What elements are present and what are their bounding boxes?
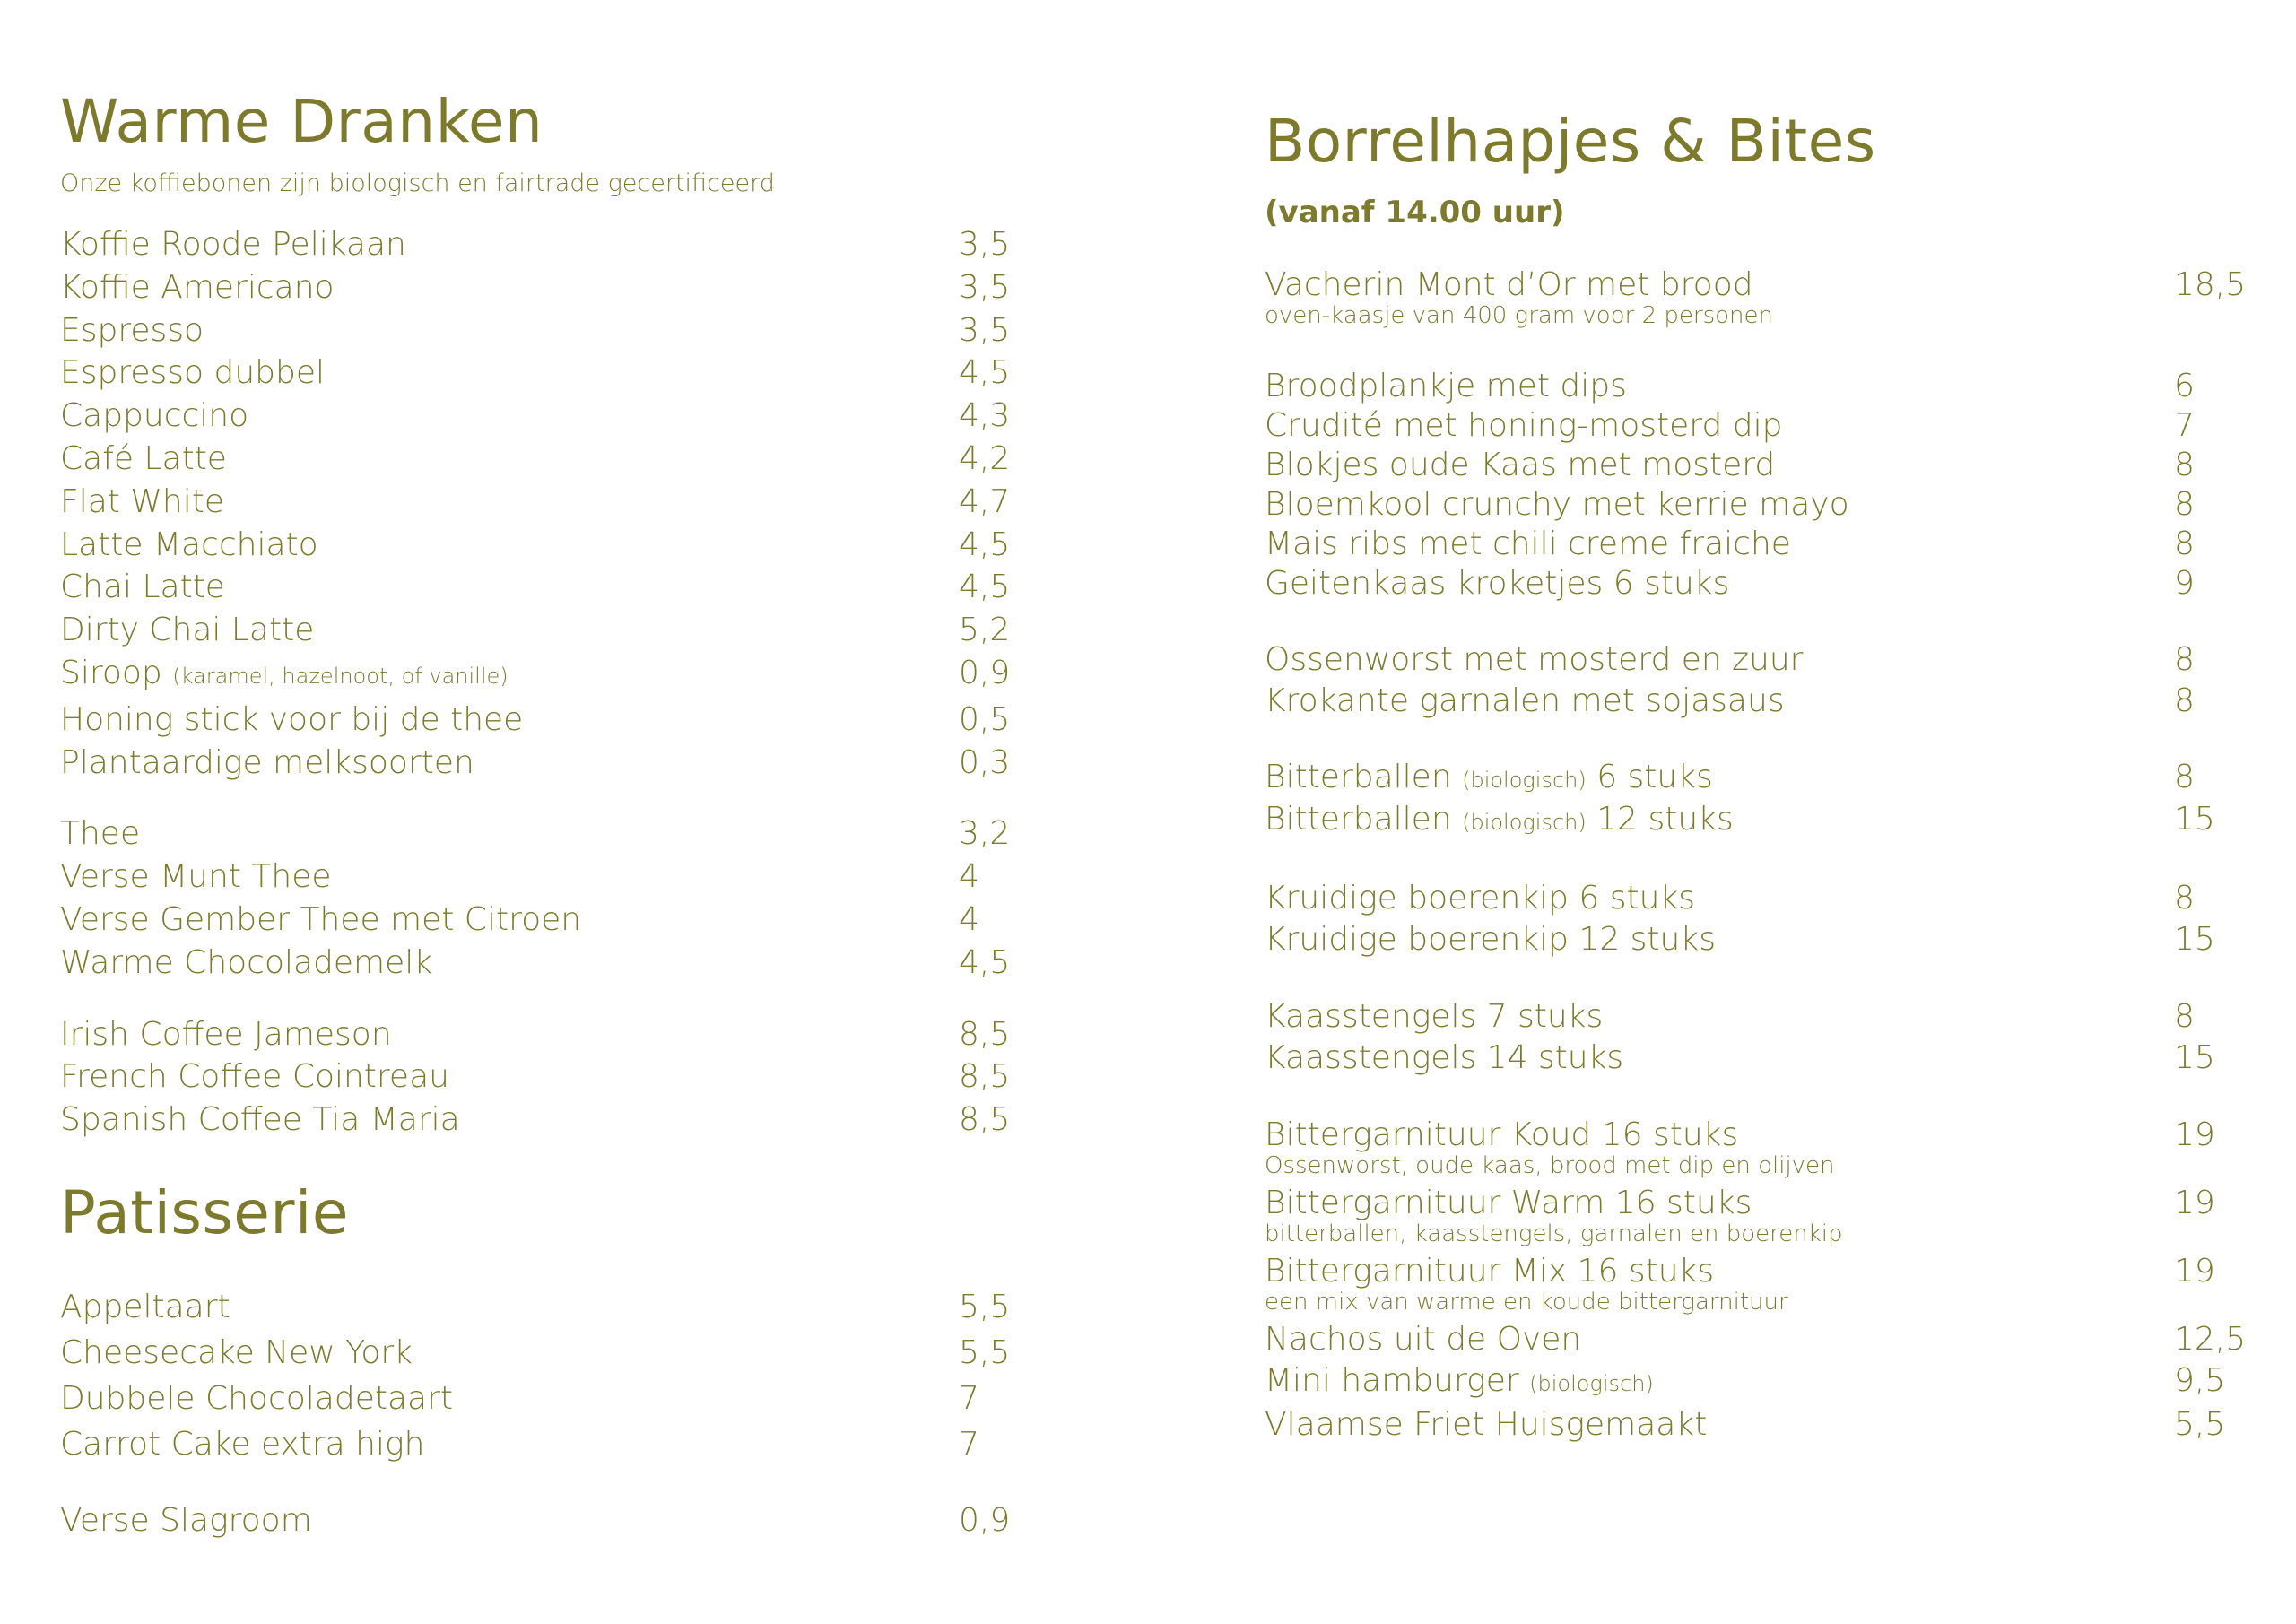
menu-item	[1265, 406, 2233, 446]
warme-dranken-heading: Warme Dranken	[60, 87, 544, 156]
menu-item-price: 8	[2174, 525, 2195, 563]
menu-list	[1265, 639, 2233, 722]
menu-item-name: Geitenkaas kroketjes 6 stuks	[1265, 565, 1730, 603]
menu-item	[1265, 367, 2233, 406]
menu-item-note: (biologisch)	[1529, 1371, 1654, 1397]
menu-item-price: 7	[959, 1379, 979, 1417]
menu-item-name: Bitterballen	[1265, 759, 1452, 796]
menu-list	[1265, 1115, 2247, 1446]
menu-list	[60, 1013, 1011, 1142]
menu-item-price: 8	[2174, 759, 2195, 796]
menu-list	[60, 1498, 1011, 1543]
menu-item-price: 12,5	[2174, 1321, 2247, 1359]
menu-item-description: Ossenworst, oude kaas, brood met dip en olijven	[1265, 1152, 1835, 1180]
menu-item	[1265, 525, 2233, 564]
menu-item-price: 5,5	[2174, 1406, 2226, 1444]
menu-item-name-wrap	[1265, 800, 2174, 842]
menu-item	[60, 352, 1011, 395]
menu-item	[60, 481, 1011, 524]
menu-item	[1265, 1404, 2233, 1446]
menu-item	[60, 1099, 1011, 1142]
menu-item	[60, 1330, 1011, 1376]
menu-item-name-wrap	[1265, 1360, 2174, 1404]
menu-list	[1265, 265, 2247, 331]
menu-item	[60, 524, 1011, 567]
menu-item-name-wrap	[60, 395, 959, 438]
menu-item-price: 4,5	[959, 354, 1011, 392]
menu-item-price: 8	[2174, 682, 2195, 720]
menu-item-note: (biologisch)	[1462, 768, 1587, 794]
menu-item-name-wrap	[60, 652, 959, 699]
menu-item-name: Mini hamburger	[1265, 1362, 1519, 1400]
menu-item-name-wrap	[60, 742, 959, 785]
menu-item-price: 3,2	[959, 815, 1011, 853]
menu-item	[60, 1013, 1011, 1056]
menu-item-price: 4,5	[959, 525, 1011, 563]
menu-item-name: Koffie Roode Pelikaan	[60, 225, 406, 263]
menu-item-price: 8,5	[959, 1015, 1011, 1053]
menu-item-name: Irish Coffee Jameson	[60, 1015, 392, 1053]
menu-item-price: 0,9	[959, 654, 1011, 691]
menu-item	[1265, 878, 2233, 919]
menu-item	[60, 942, 1011, 985]
menu-item-price: 7	[959, 1425, 979, 1463]
menu-item-price: 4	[959, 858, 979, 896]
menu-list	[1265, 878, 2233, 960]
menu-item	[1265, 919, 2233, 960]
right-column	[1265, 107, 2247, 1446]
menu-item-name-wrap	[60, 566, 959, 609]
menu-item-name-wrap	[60, 1376, 959, 1421]
menu-item-price: 5,2	[959, 612, 1011, 649]
menu-item-name: Thee	[60, 815, 141, 853]
menu-item	[60, 855, 1011, 899]
menu-item	[1265, 1038, 2233, 1079]
menu-item-name-wrap	[60, 438, 959, 481]
menu-item-name: Honing stick voor bij de thee	[60, 700, 524, 738]
menu-item-name: Warme Chocolademelk	[60, 943, 433, 981]
menu-item	[60, 1421, 1011, 1467]
menu-item-name: Espresso	[60, 311, 204, 349]
menu-item-name-wrap	[60, 1284, 959, 1330]
menu-item-price: 8	[2174, 641, 2195, 679]
menu-item-name: Krokante garnalen met sojasaus	[1265, 682, 1785, 720]
menu-item	[1265, 1360, 2233, 1404]
menu-item-name-wrap	[1265, 758, 2174, 800]
menu-item-name: Dirty Chai Latte	[60, 612, 315, 649]
menu-item-name-wrap	[60, 1099, 959, 1142]
menu-item-price: 4,3	[959, 397, 1011, 435]
menu-item-suffix: 6 stuks	[1596, 759, 1713, 796]
menu-list	[60, 1284, 1011, 1467]
menu-item	[60, 699, 1011, 742]
menu-item-name: Latte Macchiato	[60, 525, 318, 563]
menu-item	[60, 812, 1011, 855]
menu-item	[1265, 1319, 2247, 1360]
menu-item-name-wrap	[60, 899, 959, 942]
menu-item-name: Verse Slagroom	[60, 1501, 312, 1539]
menu-item	[60, 438, 1011, 481]
menu-item-name: Bittergarnituur Koud 16 stuks	[1265, 1116, 1739, 1154]
menu-item-price: 19	[2174, 1253, 2215, 1290]
menu-item-name-wrap	[1265, 919, 2174, 960]
menu-item-name-wrap	[60, 266, 959, 309]
menu-item-name-wrap	[60, 1421, 959, 1467]
menu-item-name: Cappuccino	[60, 397, 249, 435]
menu-item	[60, 899, 1011, 942]
menu-item-price: 15	[2174, 1039, 2215, 1077]
menu-item-price: 15	[2174, 921, 2215, 959]
menu-item-name-wrap	[1265, 1404, 2174, 1446]
menu-item-price: 18,5	[2174, 266, 2247, 304]
menu-item-name-wrap	[1265, 878, 2174, 919]
menu-item-name: Kaasstengels 7 stuks	[1265, 998, 1604, 1036]
menu-item-price: 9,5	[2174, 1362, 2226, 1400]
menu-item	[60, 652, 1011, 699]
menu-item-name: Plantaardige melksoorten	[60, 743, 474, 781]
menu-item-price: 0,5	[959, 700, 1011, 738]
menu-item	[60, 1376, 1011, 1421]
menu-item-name: Broodplankje met dips	[1265, 368, 1627, 405]
menu-item-name-wrap	[60, 1055, 959, 1099]
menu-item-price: 4,7	[959, 482, 1011, 520]
menu-item-name: Appeltaart	[60, 1288, 230, 1325]
menu-item	[1265, 564, 2233, 604]
menu-item	[60, 566, 1011, 609]
menu-item-price: 8	[2174, 998, 2195, 1036]
menu-item-name-wrap	[60, 524, 959, 567]
menu-item-name-wrap	[1265, 446, 2174, 485]
menu-item-name: Kruidige boerenkip 12 stuks	[1265, 921, 1716, 959]
menu-item-name: Crudité met honing-mosterd dip	[1265, 407, 1783, 445]
menu-item	[1265, 681, 2233, 722]
menu-item-name-wrap	[1265, 564, 2174, 604]
menu-item-name-wrap	[60, 223, 959, 266]
menu-item-name: Kaasstengels 14 stuks	[1265, 1039, 1624, 1077]
menu-item-name: Flat White	[60, 482, 225, 520]
menu-item-price: 0,3	[959, 743, 1011, 781]
menu-item-name-wrap	[60, 1013, 959, 1056]
menu-item	[60, 223, 1011, 266]
menu-item-name-wrap	[1265, 367, 2174, 406]
warme-dranken-subtitle: Onze koffiebonen zijn biologisch en fairtrade gecertificeerd	[60, 169, 775, 197]
menu-item-name-wrap	[60, 812, 959, 855]
menu-item-price: 8	[2174, 880, 2195, 917]
menu-item	[1265, 800, 2233, 842]
menu-list	[60, 223, 1011, 784]
menu-item-name-wrap	[60, 1498, 959, 1543]
patisserie-heading: Patisserie	[60, 1177, 349, 1247]
menu-item-name: Dubbele Chocoladetaart	[60, 1379, 453, 1417]
menu-list	[1265, 367, 2233, 604]
menu-item-price: 4,5	[959, 943, 1011, 981]
menu-item-price: 19	[2174, 1185, 2215, 1222]
menu-item-name: Chai Latte	[60, 569, 225, 606]
menu-item-name: Nachos uit de Oven	[1265, 1321, 1582, 1359]
menu-item-name-wrap	[60, 855, 959, 899]
menu-item-price: 9	[2174, 565, 2195, 603]
menu-item-name-wrap	[60, 352, 959, 395]
left-column	[60, 87, 1011, 1543]
menu-item-name: Kruidige boerenkip 6 stuks	[1265, 880, 1696, 917]
menu-item-name: Bittergarnituur Mix 16 stuks	[1265, 1253, 1715, 1290]
menu-item-name-wrap	[1265, 1038, 2174, 1079]
menu-item-price: 4	[959, 900, 979, 938]
menu-item-price: 6	[2174, 368, 2195, 405]
menu-item-name: Cheesecake New York	[60, 1333, 413, 1371]
menu-item-name-wrap	[1265, 525, 2174, 564]
menu-item-price: 19	[2174, 1116, 2215, 1154]
menu-item-price: 8,5	[959, 1058, 1011, 1096]
menu-item-price: 8	[2174, 447, 2195, 484]
menu-item-name-wrap	[60, 309, 959, 352]
menu-list	[1265, 996, 2233, 1079]
menu-item-price: 4,2	[959, 439, 1011, 477]
menu-item-name-wrap	[1265, 996, 2174, 1038]
menu-item-name: Vacherin Mont d’Or met brood	[1265, 266, 1753, 304]
menu-item-price: 4,5	[959, 569, 1011, 606]
menu-item-name: Bitterballen	[1265, 801, 1452, 838]
menu-item-suffix: 12 stuks	[1596, 801, 1734, 838]
menu-item-price: 0,9	[959, 1501, 1011, 1539]
menu-item-description: bitterballen, kaasstengels, garnalen en boerenkip	[1265, 1220, 1843, 1248]
menu-item-name-wrap	[60, 942, 959, 985]
menu-item	[60, 609, 1011, 652]
menu-item-name-wrap	[60, 481, 959, 524]
menu-item-price: 5,5	[959, 1333, 1011, 1371]
menu-item-price: 7	[2174, 407, 2195, 445]
menu-item-price: 5,5	[959, 1288, 1011, 1325]
menu-item-name: Mais ribs met chili creme fraiche	[1265, 525, 1791, 563]
menu-item	[1265, 639, 2233, 681]
menu-item-price: 3,5	[959, 268, 1011, 306]
borrelhapjes-heading: Borrelhapjes & Bites	[1265, 107, 1876, 176]
menu-item	[1265, 758, 2233, 800]
menu-item	[60, 266, 1011, 309]
menu-list	[1265, 758, 2233, 842]
menu-item-name-wrap	[60, 1330, 959, 1376]
menu-item-name: Carrot Cake extra high	[60, 1425, 425, 1463]
menu-item-price: 3,5	[959, 311, 1011, 349]
menu-item-price: 8	[2174, 486, 2195, 524]
menu-item-name: Bloemkool crunchy met kerrie mayo	[1265, 486, 1849, 524]
menu-item-name-wrap	[1265, 406, 2174, 446]
menu-item-name-wrap	[60, 609, 959, 652]
menu-item-name: French Coffee Cointreau	[60, 1058, 449, 1096]
menu-item-note: (biologisch)	[1462, 810, 1587, 836]
menu-item-name-wrap	[1265, 485, 2174, 525]
menu-item	[60, 1498, 1011, 1543]
menu-item	[60, 1055, 1011, 1099]
menu-item-name: Bittergarnituur Warm 16 stuks	[1265, 1185, 1752, 1222]
menu-item	[60, 395, 1011, 438]
menu-item-description: een mix van warme en koude bittergarnituur	[1265, 1289, 1788, 1316]
menu-item-name: Espresso dubbel	[60, 354, 326, 392]
menu-item-name: Koffie Americano	[60, 268, 335, 306]
menu-item-name-wrap	[1265, 639, 2174, 681]
borrelhapjes-subtitle: (vanaf 14.00 uur)	[1265, 194, 1565, 230]
menu-item-name-wrap	[1265, 1319, 2174, 1360]
menu-item	[1265, 996, 2233, 1038]
menu-item-name: Verse Gember Thee met Citroen	[60, 900, 582, 938]
menu-item-price: 15	[2174, 801, 2215, 838]
menu-item-name: Siroop	[60, 654, 162, 691]
menu-item-note: (karamel, hazelnoot, of vanille)	[172, 663, 509, 689]
menu-item-name-wrap	[1265, 681, 2174, 722]
menu-item	[60, 309, 1011, 352]
menu-item	[1265, 446, 2233, 485]
menu-item-name: Ossenworst met mosterd en zuur	[1265, 641, 1804, 679]
menu-item-name-wrap	[60, 699, 959, 742]
menu-item	[1265, 485, 2233, 525]
menu-item-name: Café Latte	[60, 439, 227, 477]
menu-item-price: 3,5	[959, 225, 1011, 263]
menu-item-description: oven-kaasje van 400 gram voor 2 personen	[1265, 302, 1773, 330]
menu-item	[60, 1284, 1011, 1330]
menu-item-name: Verse Munt Thee	[60, 858, 332, 896]
menu-item	[60, 742, 1011, 785]
menu-item-name: Blokjes oude Kaas met mosterd	[1265, 447, 1776, 484]
menu-item-name: Spanish Coffee Tia Maria	[60, 1101, 460, 1139]
menu-item-price: 8,5	[959, 1101, 1011, 1139]
menu-item-name: Vlaamse Friet Huisgemaakt	[1265, 1406, 1708, 1444]
menu-list	[60, 812, 1011, 984]
